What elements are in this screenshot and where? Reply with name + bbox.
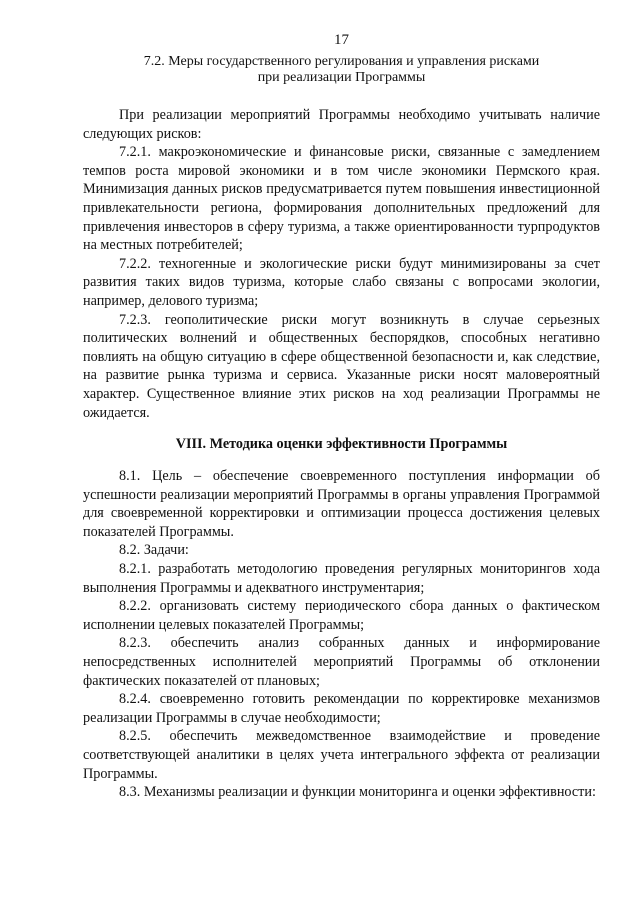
paragraph-8-1: 8.1. Цель – обеспечение своевременного поступления информации об успешности реализации мероприятий Программы в органы управления Программой для своевременной корректировки и оптимизации процесса достижения целевых показателей Программы. xyxy=(83,468,600,540)
page-number: 17 xyxy=(334,32,349,48)
paragraph-7-2-1: 7.2.1. макроэкономические и финансовые риски, связанные с замедлением темпов роста мировой экономики и в том числе экономики Пермского края. Минимизация данных рисков предусматривается путем повышения инвестиционной привлекательности региона, формирования дополнительных предложений для привлечения инвесторов в сферу туризма, а также ориентированности турпродуктов на местных потребителей; xyxy=(83,144,600,254)
paragraph-8-2-5: 8.2.5. обеспечить межведомственное взаимодействие и проведение соответствующей аналитики в целях учета интегрального эффекта от реализации Программы. xyxy=(83,728,600,782)
section-heading xyxy=(83,54,600,86)
paragraph-8-2: 8.2. Задачи: xyxy=(119,542,189,559)
paragraph-intro: При реализации мероприятий Программы необходимо учитывать наличие следующих рисков: xyxy=(83,107,600,142)
paragraph-8-2-1: 8.2.1. разработать методологию проведения регулярных мониторингов хода выполнения Программы и адекватного инструментария; xyxy=(83,561,600,596)
section-heading-line: 7.2. Меры государственного регулирования и управления рисками xyxy=(143,54,540,69)
paragraph-7-2-3: 7.2.3. геополитические риски могут возникнуть в случае серьезных политических волнений и общественных беспорядков, способных негативно повлиять на общую ситуацию в сфере общественной безопасности и, как следствие, на развитие рынка туризма и сервиса. Указанные риски носят маловероятный характер. Существенное влияние этих рисков на ход реализации Программы не ожидается. xyxy=(83,311,600,421)
section-heading-line: при реализации Программы xyxy=(257,70,426,85)
paragraph-8-2-3: 8.2.3. обеспечить анализ собранных данных и информирование непосредственных исполнителей мероприятий Программы об отклонении фактических показателей от плановых; xyxy=(83,635,600,689)
paragraph-8-3: 8.3. Механизмы реализации и функции мониторинга и оценки эффективности: xyxy=(119,784,596,801)
paragraph-8-2-2: 8.2.2. организовать систему периодического сбора данных о фактическом исполнении целевых показателей Программы; xyxy=(83,598,600,633)
chapter-heading: VIII. Методика оценки эффективности Программы xyxy=(175,436,508,453)
paragraph-8-2-4: 8.2.4. своевременно готовить рекомендации по корректировке механизмов реализации Программы в случае необходимости; xyxy=(83,691,600,726)
paragraph-7-2-2: 7.2.2. техногенные и экологические риски будут минимизированы за счет развития таких видов туризма, которые слабо связаны с вопросами экологии, например, делового туризма; xyxy=(83,255,600,309)
